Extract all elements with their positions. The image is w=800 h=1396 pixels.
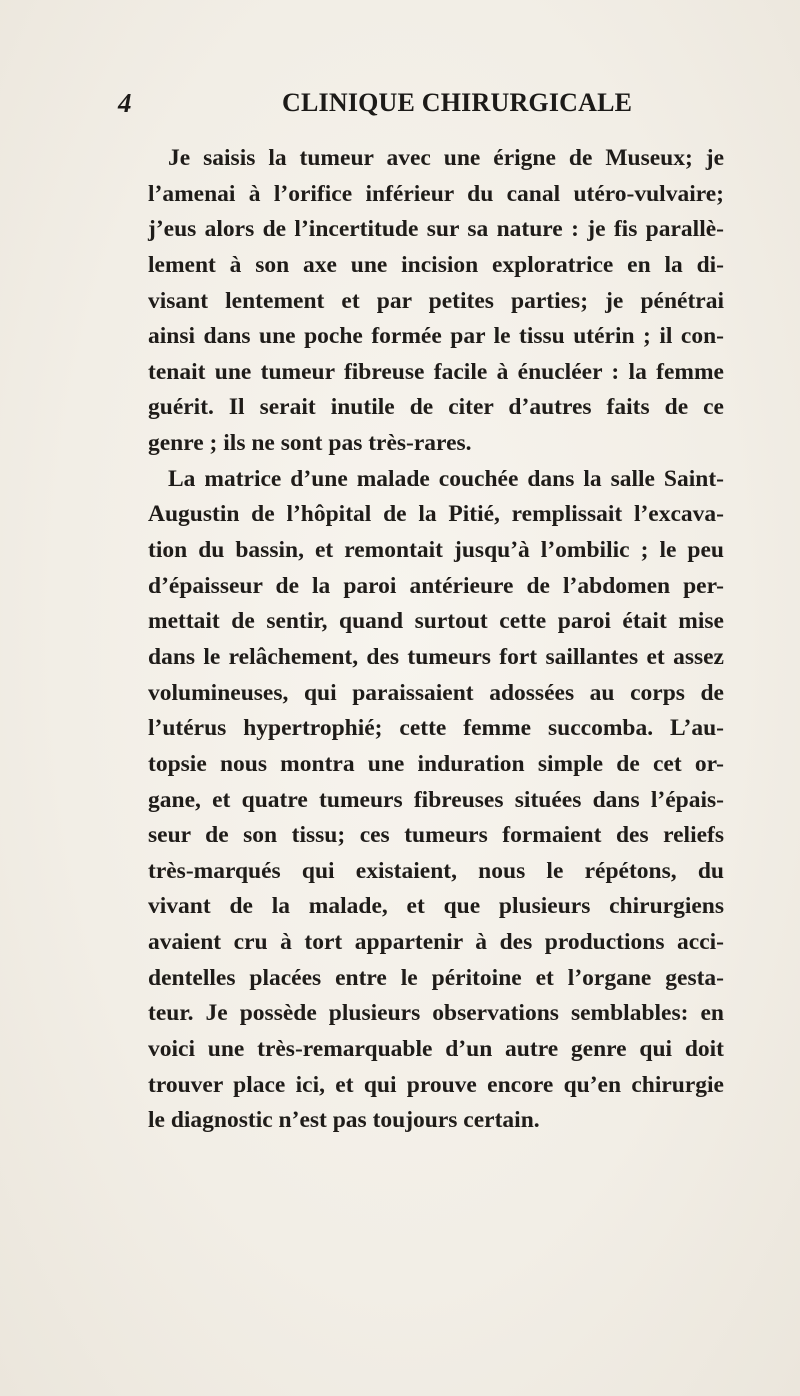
text-line: seur de son tissu; ces tumeurs formaient des reliefs: [148, 822, 724, 849]
text-line: ainsi dans une poche formée par le tissu utérin ; il con-: [148, 323, 724, 350]
text-line: La matrice d’une malade couchée dans la salle Saint-: [168, 465, 724, 492]
text-line: avaient cru à tort appartenir à des productions acci-: [148, 929, 724, 956]
text-line: tion du bassin, et remontait jusqu’à l’ombilic ; le peu: [148, 537, 724, 564]
text-line: gane, et quatre tumeurs fibreuses situées dans l’épais-: [148, 786, 724, 813]
text-line: Augustin de l’hôpital de la Pitié, remplissait l’excava-: [148, 501, 724, 528]
paragraph: [148, 462, 724, 1139]
text-line: guérit. Il serait inutile de citer d’autres faits de ce: [148, 394, 724, 421]
text-line: genre ; ils ne sont pas très-rares.: [148, 430, 472, 457]
text-line: visant lentement et par petites parties; je pénétrai: [148, 287, 724, 314]
text-line: dentelles placées entre le péritoine et l’organe gesta-: [148, 964, 724, 991]
paragraph: [148, 141, 724, 462]
text-line: topsie nous montra une induration simple de cet or-: [148, 750, 724, 777]
text-line: l’amenai à l’orifice inférieur du canal utéro-vulvaire;: [148, 180, 724, 207]
text-line: d’épaisseur de la paroi antérieure de l’abdomen per-: [148, 572, 724, 599]
page-number: 4: [118, 88, 132, 118]
text-line: très-marqués qui existaient, nous le répétons, du: [148, 857, 724, 884]
running-head: CLINIQUE CHIRURGICALE: [282, 88, 633, 117]
text-line: vivant de la malade, et que plusieurs chirurgiens: [148, 893, 724, 920]
text-line: dans le relâchement, des tumeurs fort saillantes et assez: [148, 643, 724, 670]
text-line: lement à son axe une incision exploratrice en la di-: [148, 251, 724, 278]
text-line: teur. Je possède plusieurs observations semblables: en: [148, 1000, 724, 1027]
text-line: mettait de sentir, quand surtout cette paroi était mise: [148, 608, 724, 635]
text-line: le diagnostic n’est pas toujours certain.: [148, 1107, 540, 1134]
text-line: l’utérus hypertrophié; cette femme succomba. L’au-: [148, 715, 724, 742]
text-line: Je saisis la tumeur avec une érigne de Museux; je: [168, 145, 724, 171]
text-line: voici une très-remarquable d’un autre genre qui doit: [148, 1036, 724, 1063]
text-line: j’eus alors de l’incertitude sur sa nature : je fis parallè-: [148, 216, 724, 243]
page-header: [118, 88, 718, 128]
text-line: tenait une tumeur fibreuse facile à énucléer : la femme: [148, 358, 724, 385]
body-text: [148, 141, 724, 1139]
text-line: trouver place ici, et qui prouve encore qu’en chirurgie: [148, 1071, 724, 1098]
text-line: volumineuses, qui paraissaient adossées au corps de: [148, 679, 724, 706]
